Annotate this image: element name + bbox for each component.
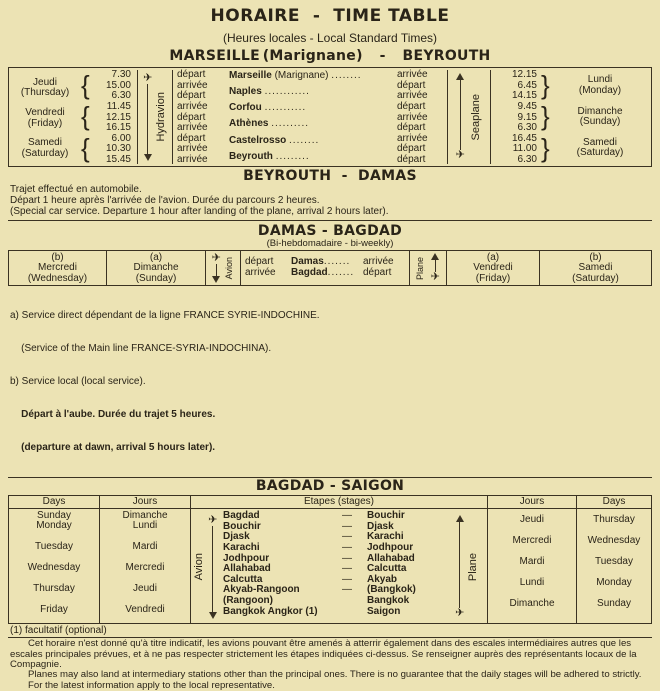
left-day-2: (a) Dimanche (Sunday) — [133, 251, 179, 284]
route-frequency: (Bi-hebdomadaire - bi-weekly) — [266, 237, 394, 249]
stations-list — [225, 70, 397, 164]
labels-left: départ arrivée départ arrivée départ arrivée départ arrivée arrivée — [177, 69, 208, 165]
days-r-col: Thursday Wednesday Tuesday Monday Sunday — [587, 514, 641, 610]
mode-avion-3: ✈ Avion — [206, 251, 240, 285]
day-block: Samedi (Saturday) — [21, 137, 69, 159]
route-beyrouth-damas: BEYROUTH - DAMAS — [243, 168, 417, 185]
station: Naples ............ — [229, 86, 310, 98]
arrow-up-icon — [456, 73, 464, 80]
labels-left-3: départ arrivée — [245, 256, 276, 279]
mode-plane-4: ✈ Plane — [447, 511, 487, 623]
station: Corfou ........... — [229, 102, 307, 114]
mode-avion-4: Avion ✈ — [191, 511, 221, 623]
mode-seaplane: ✈ Seaplane — [448, 70, 490, 164]
table-header: Days Jours Etapes (stages) Jours Days — [9, 496, 651, 509]
days-en-col: Sunday Monday Tuesday Wednesday Thursday Friday — [27, 510, 81, 616]
station: Athènes .......... — [229, 118, 310, 130]
damas-bagdad-table — [8, 250, 652, 286]
page-subtitle: (Heures locales - Local Standard Times) — [222, 30, 438, 45]
plane-icon: ✈ — [455, 607, 465, 620]
plane-icon: ✈ — [143, 72, 153, 85]
days-right — [549, 70, 651, 164]
arrow-down-icon — [212, 276, 220, 283]
stages-outbound: Bagdad Bouchir Djask Karachi Jodhpour Allahabad Calcutta Akyab-Rangoon (Rangoon) Bangkok Angkor (1) — [223, 510, 318, 617]
car-service-notes: Trajet effectué en automobile. Départ 1 heure après l'arrivée de l'avion. Durée du parcours 2 heures. (Special car service. Departure 1 hour after landing of the plane, arrival 2 hours later). — [8, 184, 652, 221]
labels-right: arrivée départ arrivée départ arrivée départ arrivée départ départ — [397, 69, 428, 165]
route-right: BEYROUTH — [402, 48, 491, 65]
right-day-1: (a) Vendredi (Friday) — [473, 251, 513, 284]
day-block: Samedi (Saturday) — [576, 136, 624, 159]
station: Castelrosso ........ — [229, 134, 320, 146]
stages-col — [191, 509, 487, 623]
route-bagdad-saigon: BAGDAD - SAIGON — [255, 478, 405, 495]
route-left-sub: (Marignane) — [262, 48, 363, 65]
plane-icon: ✈ — [208, 514, 218, 527]
disclaimer: Cet horaire n'est donné qu'à titre indicatif, les avions pouvant être amenés à atterrir également dans des escales intermédiaires autres que les escales principales prévues, et à ne pas respecter strictement les étapes indiquées ci-dessus. Se renseigner auprès des représentants locaux de la Compagnie. Planes may also land at intermediary stations other than the principal ones. There is no guarantee that the daily stages will be adhered to strictly. For the latest information apply to the local representative. — [10, 638, 642, 691]
page-title: HORAIRE - TIME TABLE — [210, 6, 450, 26]
labels-right-3: arrivée départ — [363, 256, 394, 279]
jours-r-col: Jeudi Mercredi Mardi Lundi Dimanche — [509, 514, 555, 610]
stage-dashes: — — — — — — — — — [342, 510, 352, 596]
brace-left: { { { — [81, 70, 90, 163]
stages-return: Bouchir Djask Karachi Jodhpour Allahabad Calcutta Akyab (Bangkok) Bangkok Saigon — [367, 510, 416, 617]
brace-right: } } } — [541, 70, 550, 163]
times-left: 7.30 15.00 6.30 11.45 12.15 16.15 6.00 10.30 15.45 — [105, 69, 131, 165]
day-block: Lundi (Monday) — [578, 74, 622, 96]
times-right: 12.15 6.45 14.15 9.45 9.15 6.30 16.45 11.00 6.30 — [511, 69, 537, 165]
plane-icon: ✈ — [211, 252, 221, 265]
route-dash: - — [379, 48, 386, 65]
arrow-up-icon — [431, 253, 439, 260]
footnote: (1) facultatif (optional) — [10, 625, 107, 637]
stations-3: Damas....... Bagdad....... — [291, 256, 355, 279]
arrow-down-icon — [209, 612, 217, 619]
arrow-down-icon — [144, 154, 152, 161]
days-left — [9, 70, 81, 164]
left-day-1: (b) Mercredi (Wednesday) — [27, 251, 88, 284]
bagdad-saigon-table — [8, 495, 652, 624]
day-block: Jeudi (Thursday) — [20, 76, 70, 99]
marseille-beyrouth-table — [8, 67, 652, 167]
plane-icon: ✈ — [430, 271, 440, 284]
arrow-up-icon — [456, 515, 464, 522]
station: Beyrouth ......... — [229, 150, 310, 162]
route-marseille-beyrouth — [8, 49, 652, 64]
mode-hydravion: ✈ Hydravion — [138, 70, 172, 164]
station: Marseille (Marignane) ........ — [229, 70, 362, 82]
route-left: MARSEILLE — [169, 48, 260, 65]
damas-bagdad-notes: a) Service direct dépendant de la ligne FRANCE SYRIE-INDOCHINE. (Service of the Main line FRANCE-SYRIA-INDOCHINA). b) Service local (local service). Départ à l'aube. Durée du trajet 5 heures. (departure at dawn, arrival 5 hours later). — [10, 310, 320, 454]
jours-fr-col: Dimanche Lundi Mardi Mercredi Jeudi Vendredi — [122, 510, 168, 616]
right-day-2: (b) Samedi (Saturday) — [572, 251, 619, 284]
day-block: Vendredi (Friday) — [25, 107, 65, 129]
day-block: Dimanche (Sunday) — [577, 105, 623, 128]
mode-plane-3: Plane ✈ — [410, 251, 446, 285]
route-damas-bagdad: DAMAS - BAGDAD — [257, 222, 403, 239]
plane-icon: ✈ — [455, 149, 465, 162]
